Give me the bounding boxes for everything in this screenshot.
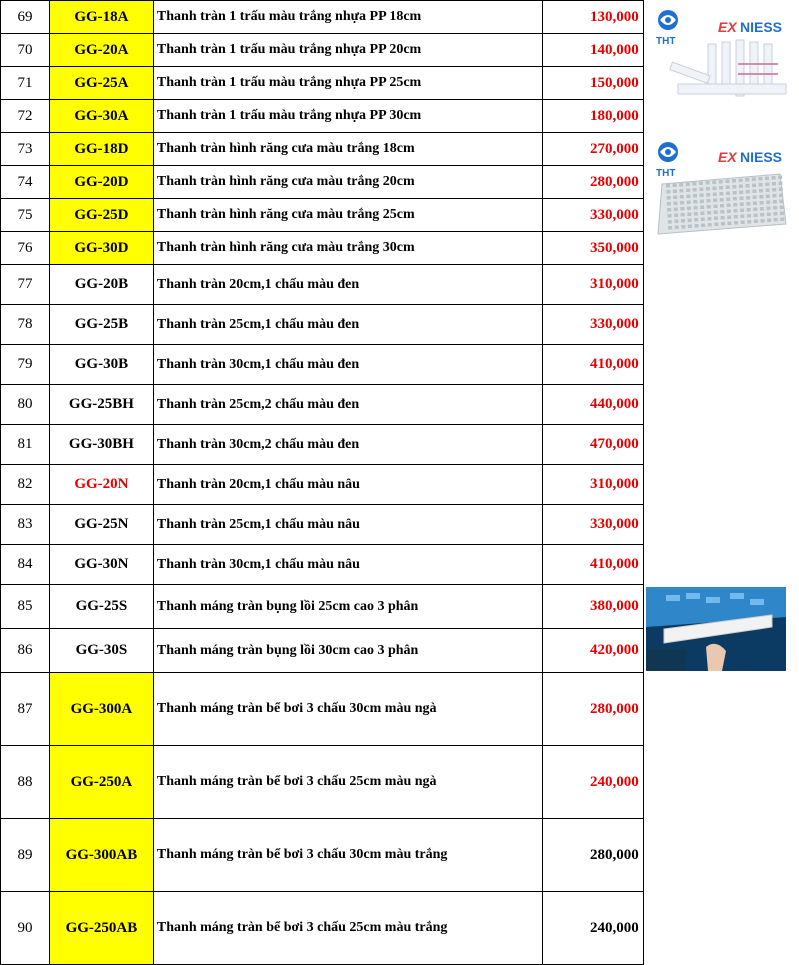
table-row	[1, 265, 799, 305]
product-description: Thanh tràn 20cm,1 chấu màu đen	[153, 265, 542, 305]
product-code: GG-18A	[49, 1, 153, 34]
row-number: 74	[1, 166, 50, 199]
grating-hole	[739, 185, 743, 189]
grating-hole	[681, 225, 685, 229]
grating-hole	[680, 195, 684, 199]
grating-hole	[753, 202, 757, 206]
grating-hole	[759, 183, 763, 187]
grating-hole	[779, 182, 783, 186]
product-price: 140,000	[542, 34, 643, 67]
image-cell	[643, 305, 799, 345]
grating-hole	[680, 201, 684, 205]
grating-hole	[713, 193, 717, 197]
table-row	[1, 545, 799, 585]
grating-hole	[673, 190, 677, 194]
grating-hole	[734, 215, 738, 219]
grating-hole	[713, 187, 717, 191]
product-code: GG-25N	[49, 505, 153, 545]
grating-hole	[740, 197, 744, 201]
product-price: 330,000	[542, 305, 643, 345]
product-price: 240,000	[542, 892, 643, 965]
grating-hole	[760, 207, 764, 211]
grating-hole	[726, 192, 730, 196]
grating-hole	[752, 178, 756, 182]
grating-hole	[774, 218, 778, 222]
grating-hole	[766, 189, 770, 193]
product-code: GG-30BH	[49, 425, 153, 465]
row-number: 89	[1, 819, 50, 892]
grating-hole	[713, 205, 717, 209]
row-number: 85	[1, 585, 50, 629]
product-price: 280,000	[542, 819, 643, 892]
grating-hole	[746, 202, 750, 206]
row-number: 81	[1, 425, 50, 465]
grating-hole	[752, 184, 756, 188]
grating-hole	[747, 220, 751, 224]
grating-hole	[779, 194, 783, 198]
grating-hole	[674, 202, 678, 206]
product-price: 180,000	[542, 100, 643, 133]
grating-hole	[739, 179, 743, 183]
grating-hole	[673, 184, 677, 188]
image-cell	[643, 465, 799, 505]
product-description: Thanh tràn 1 trấu màu trắng nhựa PP 18cm	[153, 1, 542, 34]
exniess-logo-rest-2: NIESS	[740, 149, 783, 165]
grating-hole	[666, 184, 670, 188]
grating-hole	[767, 207, 771, 211]
grating-hole	[734, 209, 738, 213]
grating-hole	[674, 220, 678, 224]
product-description: Thanh tràn hình răng cưa màu trắng 30cm	[153, 232, 542, 265]
product-description: Thanh tràn 25cm,1 chấu màu đen	[153, 305, 542, 345]
product-code: GG-20D	[49, 166, 153, 199]
grating-hole	[712, 181, 716, 185]
grating-hole	[728, 222, 732, 226]
grating-hole	[766, 201, 770, 205]
grating-hole	[720, 210, 724, 214]
image-cell	[643, 385, 799, 425]
row-number: 72	[1, 100, 50, 133]
grating-hole	[721, 216, 725, 220]
grating-hole	[733, 191, 737, 195]
grating-hole	[732, 185, 736, 189]
product-price: 130,000	[542, 1, 643, 34]
grating-hole	[779, 188, 783, 192]
product-price: 470,000	[542, 425, 643, 465]
row-number: 84	[1, 545, 50, 585]
grating-hole	[692, 182, 696, 186]
grating-hole	[700, 200, 704, 204]
table-row	[1, 425, 799, 465]
grating-hole	[773, 212, 777, 216]
grating-hole	[687, 207, 691, 211]
grating-hole	[667, 208, 671, 212]
grating-hole	[773, 206, 777, 210]
grating-hole	[720, 204, 724, 208]
row-number: 83	[1, 505, 50, 545]
exniess-logo-ex-2: EX	[718, 149, 737, 165]
table-row	[1, 505, 799, 545]
grating-hole	[765, 183, 769, 187]
grating-hole	[680, 189, 684, 193]
product-description: Thanh máng tràn bụng lồi 30cm cao 3 phân	[153, 629, 542, 673]
grating-hole	[708, 223, 712, 227]
row-number: 80	[1, 385, 50, 425]
product-price: 410,000	[542, 545, 643, 585]
image-cell	[643, 545, 799, 585]
grating-hole	[754, 220, 758, 224]
row-number: 75	[1, 199, 50, 232]
product-description: Thanh tràn 25cm,1 chấu màu nâu	[153, 505, 542, 545]
product-description: Thanh tràn 20cm,1 chấu màu nâu	[153, 465, 542, 505]
table-row	[1, 819, 799, 892]
grating-hole	[667, 202, 671, 206]
grating-hole	[761, 219, 765, 223]
product-code: GG-20A	[49, 34, 153, 67]
grating-hole	[700, 206, 704, 210]
grating-hole	[760, 213, 764, 217]
product-description: Thanh tràn 30cm,1 chấu màu nâu	[153, 545, 542, 585]
grating-hole	[767, 213, 771, 217]
grating-hole	[667, 196, 671, 200]
grating-hole	[740, 215, 744, 219]
grating-hole	[693, 188, 697, 192]
grating-hole	[772, 176, 776, 180]
grating-hole	[727, 210, 731, 214]
grating-hole	[726, 186, 730, 190]
product-code: GG-300AB	[49, 819, 153, 892]
grating-hole	[674, 208, 678, 212]
product-price: 150,000	[542, 67, 643, 100]
grating-hole	[681, 213, 685, 217]
product-description: Thanh tràn 1 trấu màu trắng nhựa PP 25cm	[153, 67, 542, 100]
grating-hole	[668, 226, 672, 230]
grating-hole	[747, 214, 751, 218]
image-cell	[643, 265, 799, 305]
product-code: GG-30S	[49, 629, 153, 673]
grating-hole	[686, 189, 690, 193]
row-number: 88	[1, 746, 50, 819]
grating-hole	[759, 195, 763, 199]
product-image-2	[648, 140, 790, 238]
grating-hole	[720, 198, 724, 202]
grating-hole	[707, 205, 711, 209]
grating-hole	[726, 198, 730, 202]
row-number: 78	[1, 305, 50, 345]
grating-hole	[745, 178, 749, 182]
image-cell	[643, 505, 799, 545]
product-price: 420,000	[542, 629, 643, 673]
grating-hole	[746, 190, 750, 194]
grating-hole	[773, 194, 777, 198]
product-price: 380,000	[542, 585, 643, 629]
grating-hole	[699, 182, 703, 186]
product-code: GG-30N	[49, 545, 153, 585]
image-cell	[643, 746, 799, 819]
grating-hole	[780, 206, 784, 210]
grating-hole	[725, 180, 729, 184]
grating-hole	[740, 203, 744, 207]
grating-hole	[694, 218, 698, 222]
grating-hole	[668, 220, 672, 224]
grating-hole	[686, 195, 690, 199]
row-number: 86	[1, 629, 50, 673]
grating-hole	[721, 222, 725, 226]
product-code: GG-18D	[49, 133, 153, 166]
grating-hole	[679, 183, 683, 187]
product-price: 410,000	[542, 345, 643, 385]
grating-hole	[687, 201, 691, 205]
grating-hole	[688, 225, 692, 229]
grating-hole	[747, 208, 751, 212]
grating-hole	[714, 223, 718, 227]
product-image-1	[648, 4, 790, 106]
grating-hole	[727, 216, 731, 220]
grating-hole	[740, 209, 744, 213]
product-code: GG-30A	[49, 100, 153, 133]
tht-logo-icon	[648, 4, 790, 106]
grating-hole	[701, 224, 705, 228]
grating-hole	[733, 203, 737, 207]
product-price: 280,000	[542, 673, 643, 746]
grating-hole	[687, 213, 691, 217]
grating-hole	[681, 219, 685, 223]
table-row	[1, 892, 799, 965]
grating-hole	[700, 194, 704, 198]
grating-hole	[758, 177, 762, 181]
table-row	[1, 305, 799, 345]
grating-hole	[693, 194, 697, 198]
grating-hole	[686, 183, 690, 187]
grating-hole	[772, 182, 776, 186]
grating-hole	[701, 212, 705, 216]
grating-hole	[773, 200, 777, 204]
grating-hole	[675, 226, 679, 230]
product-description: Thanh máng tràn bể bơi 3 chấu 25cm màu ngà	[153, 746, 542, 819]
grating-hole	[733, 197, 737, 201]
grating-hole	[701, 218, 705, 222]
product-price: 330,000	[542, 505, 643, 545]
grating-hole	[673, 196, 677, 200]
grating-hole	[765, 177, 769, 181]
grating-hole	[766, 195, 770, 199]
grating-hole	[780, 218, 784, 222]
grating-hole	[753, 208, 757, 212]
product-description: Thanh máng tràn bể bơi 3 chấu 25cm màu trắng	[153, 892, 542, 965]
grating-hole	[759, 189, 763, 193]
product-code: GG-20B	[49, 265, 153, 305]
grating-hole	[760, 201, 764, 205]
pool-overflow-gutter-image	[646, 587, 786, 671]
grating-hole	[699, 188, 703, 192]
product-description: Thanh máng tràn bể bơi 3 chấu 30cm màu trắng	[153, 819, 542, 892]
product-price: 350,000	[542, 232, 643, 265]
product-description: Thanh tràn hình răng cưa màu trắng 25cm	[153, 199, 542, 232]
exniess-grating-image	[648, 140, 790, 238]
row-number: 90	[1, 892, 50, 965]
product-price: 330,000	[542, 199, 643, 232]
grating-hole	[767, 219, 771, 223]
table-row	[1, 345, 799, 385]
grating-hole	[674, 214, 678, 218]
grating-hole	[693, 200, 697, 204]
row-number: 76	[1, 232, 50, 265]
exniess-logo-rest: NIESS	[740, 19, 783, 35]
grating-hole	[779, 200, 783, 204]
product-code: GG-25S	[49, 585, 153, 629]
grating-hole	[714, 211, 718, 215]
product-description: Thanh tràn 1 trấu màu trắng nhựa PP 30cm	[153, 100, 542, 133]
table-row	[1, 673, 799, 746]
product-description: Thanh tràn 25cm,2 chấu màu đen	[153, 385, 542, 425]
grating-hole	[707, 211, 711, 215]
grating-hole	[741, 221, 745, 225]
grating-hole	[695, 224, 699, 228]
product-description: Thanh tràn hình răng cưa màu trắng 18cm	[153, 133, 542, 166]
product-description: Thanh tràn 1 trấu màu trắng nhựa PP 20cm	[153, 34, 542, 67]
row-number: 79	[1, 345, 50, 385]
grating-hole	[706, 193, 710, 197]
image-cell	[643, 819, 799, 892]
grating-hole	[732, 179, 736, 183]
grating-hole	[719, 180, 723, 184]
product-code: GG-300A	[49, 673, 153, 746]
table-row	[1, 385, 799, 425]
product-description: Thanh tràn 30cm,2 chấu màu đen	[153, 425, 542, 465]
grating-hole	[746, 184, 750, 188]
grating-hole	[694, 212, 698, 216]
grating-hole	[746, 196, 750, 200]
row-number: 70	[1, 34, 50, 67]
grating-hole	[713, 199, 717, 203]
product-price: 280,000	[542, 166, 643, 199]
row-number: 87	[1, 673, 50, 746]
product-code: GG-25D	[49, 199, 153, 232]
grating-hole	[706, 187, 710, 191]
grating-hole	[719, 186, 723, 190]
product-image-3	[646, 587, 786, 671]
product-price: 310,000	[542, 265, 643, 305]
row-number: 69	[1, 1, 50, 34]
product-price: 310,000	[542, 465, 643, 505]
grating-hole	[714, 217, 718, 221]
product-price: 270,000	[542, 133, 643, 166]
grating-hole	[680, 207, 684, 211]
row-number: 82	[1, 465, 50, 505]
grating-hole	[753, 196, 757, 200]
table-row	[1, 746, 799, 819]
grating-hole	[754, 214, 758, 218]
product-code: GG-30B	[49, 345, 153, 385]
product-code: GG-25BH	[49, 385, 153, 425]
product-code: GG-20N	[49, 465, 153, 505]
grating-hole	[707, 199, 711, 203]
product-code: GG-25A	[49, 67, 153, 100]
product-code: GG-250AB	[49, 892, 153, 965]
product-code: GG-25B	[49, 305, 153, 345]
exniess-logo-ex: EX	[718, 19, 737, 35]
grating-hole	[668, 214, 672, 218]
tht-logo-text-2: THT	[656, 168, 676, 179]
image-cell	[643, 892, 799, 965]
grating-hole	[778, 176, 782, 180]
product-description: Thanh máng tràn bể bơi 3 chấu 30cm màu ngà	[153, 673, 542, 746]
product-price: 240,000	[542, 746, 643, 819]
grating-hole	[694, 206, 698, 210]
image-cell	[643, 345, 799, 385]
grating-hole	[772, 188, 776, 192]
grating-hole	[666, 190, 670, 194]
grating-hole	[707, 217, 711, 221]
grating-hole	[739, 191, 743, 195]
image-cell	[643, 425, 799, 465]
table-row	[1, 465, 799, 505]
grating-hole	[734, 221, 738, 225]
row-number: 77	[1, 265, 50, 305]
product-code: GG-30D	[49, 232, 153, 265]
row-number: 73	[1, 133, 50, 166]
image-cell	[643, 673, 799, 746]
row-number: 71	[1, 67, 50, 100]
product-price: 440,000	[542, 385, 643, 425]
grating-hole	[719, 192, 723, 196]
product-description: Thanh tràn 30cm,1 chấu màu đen	[153, 345, 542, 385]
product-description: Thanh tràn hình răng cưa màu trắng 20cm	[153, 166, 542, 199]
product-code: GG-250A	[49, 746, 153, 819]
product-description: Thanh máng tràn bụng lồi 25cm cao 3 phân	[153, 585, 542, 629]
grating-hole	[727, 204, 731, 208]
grating-hole	[752, 190, 756, 194]
tht-logo-text: THT	[656, 36, 676, 47]
grating-hole	[688, 219, 692, 223]
grating-hole	[780, 212, 784, 216]
grating-hole	[706, 181, 710, 185]
